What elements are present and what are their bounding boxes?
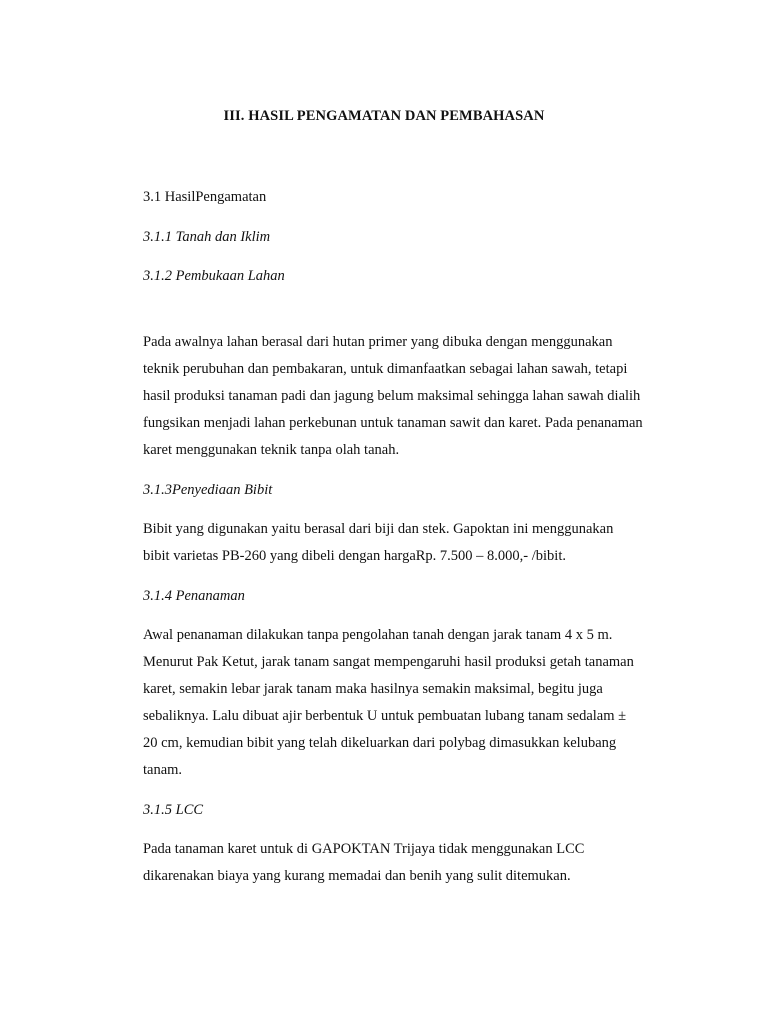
subsection-heading-3-1-3: 3.1.3Penyediaan Bibit bbox=[143, 482, 273, 498]
subsection-heading-3-1-1: 3.1.1 Tanah dan Iklim bbox=[143, 229, 271, 245]
paragraph-line: hasil produksi tanaman padi dan jagung belum maksimal sehingga lahan sawah dialih bbox=[143, 388, 641, 404]
section-heading-3-1: 3.1 HasilPengamatan bbox=[143, 189, 267, 205]
paragraph-line: Bibit yang digunakan yaitu berasal dari biji dan stek. Gapoktan ini menggunakan bbox=[143, 521, 614, 537]
paragraph-line: teknik perubuhan dan pembakaran, untuk dimanfaatkan sebagai lahan sawah, tetapi bbox=[143, 361, 628, 377]
paragraph-line: 20 cm, kemudian bibit yang telah dikeluarkan dari polybag dimasukkan kelubang bbox=[143, 735, 617, 751]
subsection-heading-3-1-2: 3.1.2 Pembukaan Lahan bbox=[143, 268, 285, 284]
paragraph-line: karet menggunakan teknik tanpa olah tanah. bbox=[143, 442, 400, 458]
paragraph-line: bibit varietas PB-260 yang dibeli dengan hargaRp. 7.500 – 8.000,- /bibit. bbox=[143, 548, 566, 564]
paragraph-penyediaan-bibit bbox=[143, 516, 663, 570]
paragraph-line: dikarenakan biaya yang kurang memadai dan benih yang sulit ditemukan. bbox=[143, 868, 571, 884]
paragraph-line: Pada tanaman karet untuk di GAPOKTAN Trijaya tidak menggunakan LCC bbox=[143, 841, 585, 857]
document-title: III. HASIL PENGAMATAN DAN PEMBAHASAN bbox=[223, 108, 545, 124]
paragraph-lcc bbox=[143, 836, 663, 890]
subsection-heading-3-1-5: 3.1.5 LCC bbox=[143, 802, 204, 818]
paragraph-line: tanam. bbox=[143, 762, 183, 778]
paragraph-line: fungsikan menjadi lahan perkebunan untuk tanaman sawit dan karet. Pada penanaman bbox=[143, 415, 643, 431]
paragraph-line: Awal penanaman dilakukan tanpa pengolahan tanah dengan jarak tanam 4 x 5 m. bbox=[143, 627, 613, 643]
paragraph-line: Pada awalnya lahan berasal dari hutan primer yang dibuka dengan menggunakan bbox=[143, 334, 613, 350]
paragraph-line: karet, semakin lebar jarak tanam maka hasilnya semakin maksimal, begitu juga bbox=[143, 681, 603, 697]
paragraph-line: Menurut Pak Ketut, jarak tanam sangat mempengaruhi hasil produksi getah tanaman bbox=[143, 654, 634, 670]
paragraph-line: sebaliknya. Lalu dibuat ajir berbentuk U untuk pembuatan lubang tanam sedalam ± bbox=[143, 708, 627, 724]
paragraph-penanaman bbox=[143, 622, 663, 784]
paragraph-pembukaan-lahan bbox=[143, 329, 663, 464]
subsection-heading-3-1-4: 3.1.4 Penanaman bbox=[143, 588, 245, 604]
